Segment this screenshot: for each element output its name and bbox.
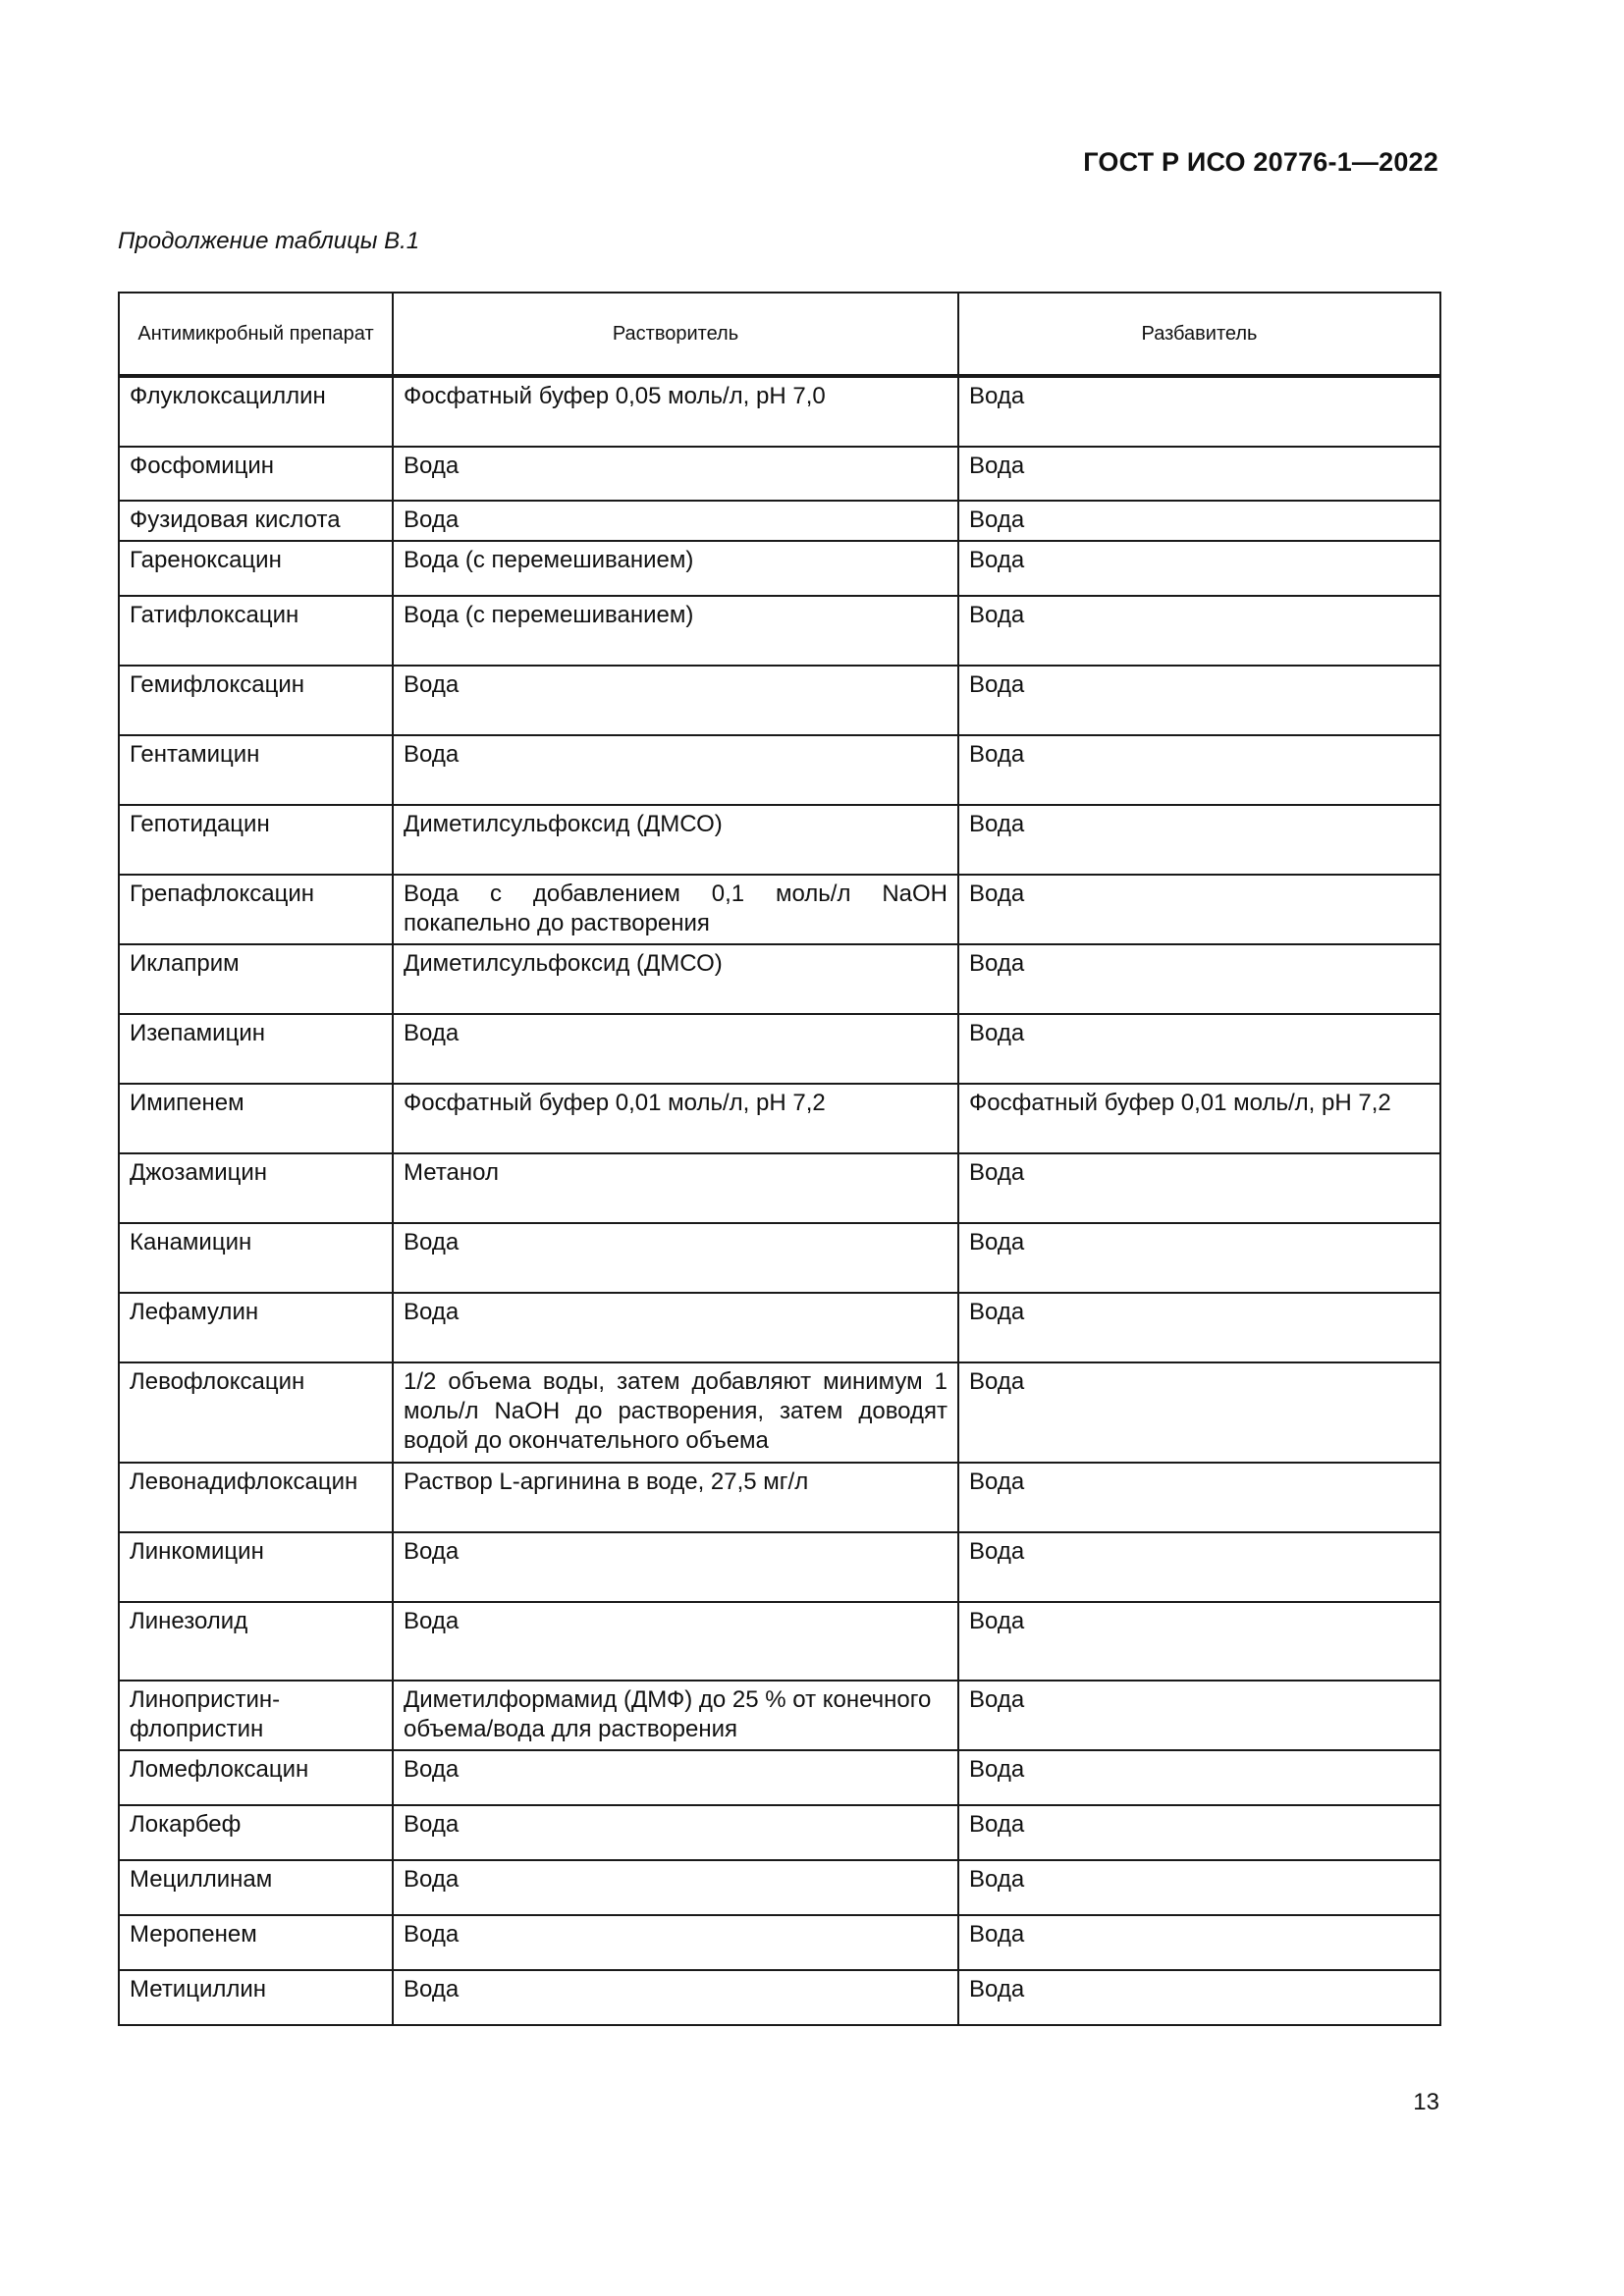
cell-diluent: Вода — [958, 944, 1440, 1014]
column-header-solvent: Растворитель — [393, 293, 958, 376]
cell-solvent: Вода — [393, 1532, 958, 1602]
table-row — [119, 1362, 1440, 1463]
cell-agent: Меропенем — [119, 1915, 393, 1970]
cell-agent: Изепамицин — [119, 1014, 393, 1084]
cell-solvent: Диметилсульфоксид (ДМСО) — [393, 805, 958, 875]
table-row — [119, 1750, 1440, 1805]
cell-agent: Канамицин — [119, 1223, 393, 1293]
cell-solvent: Фосфатный буфер 0,05 моль/л, pH 7,0 — [393, 376, 958, 447]
cell-agent: Мециллинам — [119, 1860, 393, 1915]
table-row — [119, 805, 1440, 875]
cell-agent: Линезолид — [119, 1602, 393, 1681]
cell-solvent: Вода с добавлением 0,1 моль/л NaOH покапельно до растворения — [393, 875, 958, 944]
cell-solvent: Вода — [393, 1014, 958, 1084]
cell-solvent: Вода — [393, 1223, 958, 1293]
table-row — [119, 1860, 1440, 1915]
table-row — [119, 447, 1440, 501]
table-row — [119, 875, 1440, 944]
table-row — [119, 1805, 1440, 1860]
cell-diluent: Вода — [958, 1223, 1440, 1293]
cell-diluent: Вода — [958, 1860, 1440, 1915]
cell-agent: Джозамицин — [119, 1153, 393, 1223]
cell-solvent: Вода (с перемешиванием) — [393, 541, 958, 596]
cell-agent: Гемифлоксацин — [119, 666, 393, 735]
cell-diluent: Вода — [958, 1014, 1440, 1084]
cell-agent: Грепафлоксацин — [119, 875, 393, 944]
table-row — [119, 1293, 1440, 1362]
cell-agent: Линопристин-флопристин — [119, 1681, 393, 1750]
table-row — [119, 1602, 1440, 1681]
cell-solvent: Диметилсульфоксид (ДМСО) — [393, 944, 958, 1014]
cell-solvent: Вода — [393, 1970, 958, 2025]
cell-solvent: Фосфатный буфер 0,01 моль/л, pH 7,2 — [393, 1084, 958, 1153]
cell-diluent: Вода — [958, 805, 1440, 875]
cell-solvent: Вода — [393, 501, 958, 541]
cell-agent: Фосфомицин — [119, 447, 393, 501]
cell-solvent: Вода — [393, 1805, 958, 1860]
cell-diluent: Вода — [958, 447, 1440, 501]
table-row — [119, 1532, 1440, 1602]
table-row — [119, 1681, 1440, 1750]
cell-agent: Гареноксацин — [119, 541, 393, 596]
cell-diluent: Вода — [958, 1915, 1440, 1970]
cell-solvent: 1/2 объема воды, затем добавляют минимум 1 моль/л NaOH до растворения, затем доводят водой до окончательного объема — [393, 1362, 958, 1463]
table-row — [119, 1970, 1440, 2025]
cell-solvent: Вода — [393, 1293, 958, 1362]
cell-diluent: Вода — [958, 376, 1440, 447]
column-header-agent: Антимикробный препарат — [119, 293, 393, 376]
cell-diluent: Вода — [958, 1681, 1440, 1750]
table-row — [119, 944, 1440, 1014]
cell-solvent: Вода — [393, 1602, 958, 1681]
cell-agent: Лефамулин — [119, 1293, 393, 1362]
table-row — [119, 1084, 1440, 1153]
cell-diluent: Вода — [958, 596, 1440, 666]
table-row — [119, 1915, 1440, 1970]
cell-agent: Имипенем — [119, 1084, 393, 1153]
cell-diluent: Вода — [958, 875, 1440, 944]
table-row — [119, 735, 1440, 805]
cell-diluent: Вода — [958, 1532, 1440, 1602]
cell-agent: Метициллин — [119, 1970, 393, 2025]
cell-diluent: Вода — [958, 1153, 1440, 1223]
cell-solvent: Вода (с перемешиванием) — [393, 596, 958, 666]
table-row — [119, 1223, 1440, 1293]
table-row — [119, 666, 1440, 735]
cell-solvent: Вода — [393, 1750, 958, 1805]
cell-diluent: Вода — [958, 1805, 1440, 1860]
page-number: 13 — [1413, 2089, 1439, 2115]
cell-solvent: Раствор L-аргинина в воде, 27,5 мг/л — [393, 1463, 958, 1532]
table-caption: Продолжение таблицы B.1 — [118, 228, 420, 254]
table-row — [119, 596, 1440, 666]
cell-agent: Гентамицин — [119, 735, 393, 805]
cell-diluent: Вода — [958, 1602, 1440, 1681]
cell-agent: Гепотидацин — [119, 805, 393, 875]
cell-agent: Ломефлоксацин — [119, 1750, 393, 1805]
cell-diluent: Вода — [958, 1463, 1440, 1532]
cell-solvent: Вода — [393, 1915, 958, 1970]
antimicrobial-solvents-table — [118, 292, 1441, 2026]
cell-diluent: Вода — [958, 1750, 1440, 1805]
cell-solvent: Метанол — [393, 1153, 958, 1223]
cell-agent: Фузидовая кислота — [119, 501, 393, 541]
cell-diluent: Вода — [958, 501, 1440, 541]
cell-diluent: Вода — [958, 1362, 1440, 1463]
cell-solvent: Вода — [393, 666, 958, 735]
cell-agent: Левофлоксацин — [119, 1362, 393, 1463]
column-header-diluent: Разбавитель — [958, 293, 1440, 376]
cell-diluent: Вода — [958, 541, 1440, 596]
cell-diluent: Вода — [958, 666, 1440, 735]
table-row — [119, 501, 1440, 541]
cell-diluent: Вода — [958, 1293, 1440, 1362]
cell-agent: Иклаприм — [119, 944, 393, 1014]
cell-agent: Локарбеф — [119, 1805, 393, 1860]
cell-solvent: Диметилформамид (ДМФ) до 25 % от конечного объема/вода для растворения — [393, 1681, 958, 1750]
cell-agent: Флуклоксациллин — [119, 376, 393, 447]
table-row — [119, 1153, 1440, 1223]
cell-diluent: Фосфатный буфер 0,01 моль/л, pH 7,2 — [958, 1084, 1440, 1153]
table-row — [119, 376, 1440, 447]
cell-solvent: Вода — [393, 447, 958, 501]
cell-solvent: Вода — [393, 1860, 958, 1915]
table-row — [119, 1463, 1440, 1532]
table-row — [119, 541, 1440, 596]
standard-code: ГОСТ Р ИСО 20776-1—2022 — [1083, 147, 1438, 177]
cell-diluent: Вода — [958, 735, 1440, 805]
table-row — [119, 1014, 1440, 1084]
table-header-row — [119, 293, 1440, 376]
cell-agent: Гатифлоксацин — [119, 596, 393, 666]
cell-diluent: Вода — [958, 1970, 1440, 2025]
cell-agent: Левонадифлоксацин — [119, 1463, 393, 1532]
cell-agent: Линкомицин — [119, 1532, 393, 1602]
cell-solvent: Вода — [393, 735, 958, 805]
